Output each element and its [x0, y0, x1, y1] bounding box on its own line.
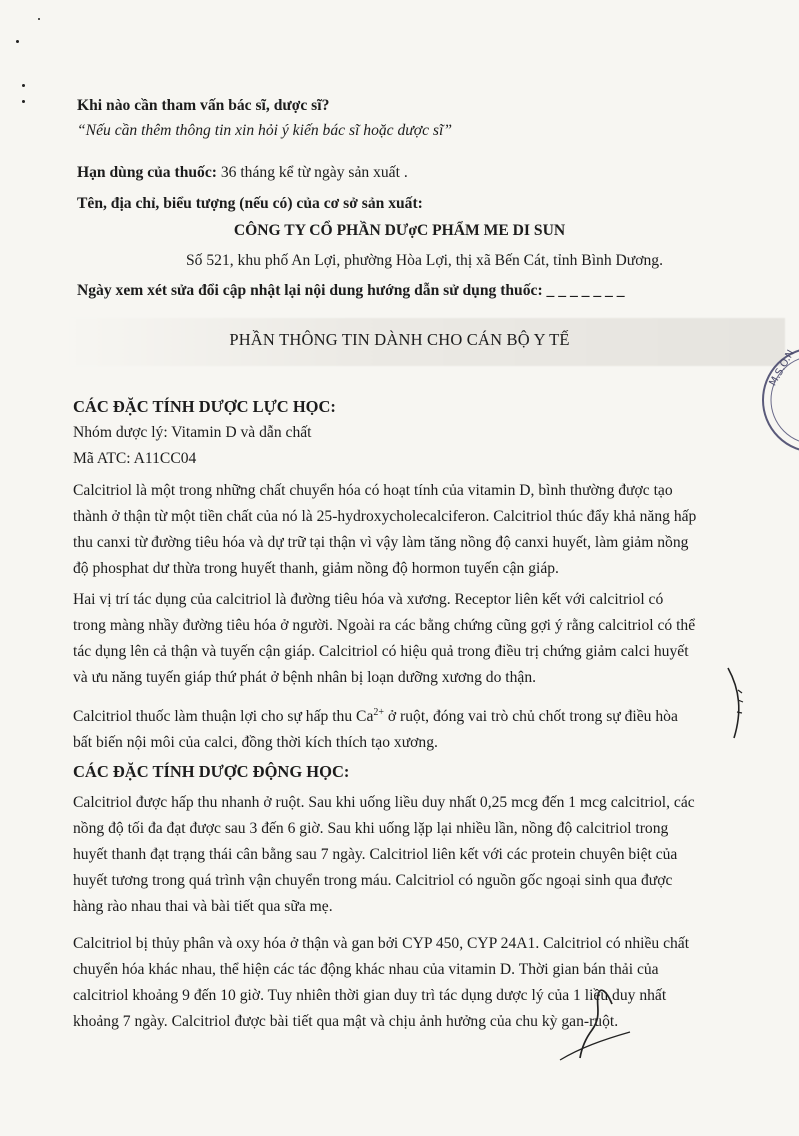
pharmacokinetics-paragraph-2: [73, 931, 723, 1035]
text-fragment: ở ruột, đóng vai trò chủ chốt trong sự điều hòa: [384, 708, 678, 726]
text-line: huyết thanh đạt trạng thái cân bằng sau 7 ngày. Calcitriol liên kết với các protein chuyên biệt của: [73, 846, 678, 863]
pharmacodynamics-paragraph-3: [73, 700, 723, 756]
review-date: [77, 282, 625, 300]
atc-code: Mã ATC: A11CC04: [73, 450, 197, 467]
svg-text:M.S.O.N: M.S.O.N: [767, 348, 797, 388]
text-line: thu canxi từ đường tiêu hóa và dự trữ tại thận vì vậy làm tăng nồng độ canxi huyết, làm giảm nồng: [73, 534, 689, 551]
pharmacodynamics-paragraph-1: [73, 478, 723, 582]
text-line: tác dụng lên cả thận và tuyến cận giáp. Calcitriol có hiệu quả trong điều trị chứng giảm calci huyết: [73, 643, 689, 660]
text-line: Calcitriol là một trong những chất chuyển hóa có hoạt tính của vitamin D, bình thường được tạo: [73, 482, 673, 499]
section-banner-title: PHẦN THÔNG TIN DÀNH CHO CÁN BỘ Y TẾ: [229, 330, 570, 349]
text-line: khoảng 7 ngày. Calcitriol được bài tiết qua mật và chịu ảnh hưởng của chu kỳ gan-ruột.: [73, 1013, 619, 1030]
pharmacodynamics-heading: CÁC ĐẶC TÍNH DƯỢC LỰC HỌC:: [73, 397, 336, 416]
consult-text: “Nếu cần thêm thông tin xin hỏi ý kiến bác sĩ hoặc dược sĩ”: [77, 122, 452, 139]
pharmacodynamics-paragraph-2: [73, 587, 723, 691]
scan-speck: [16, 40, 19, 43]
text-line: bất biến nội môi của calci, đồng thời kích thích tạo xương.: [73, 734, 438, 752]
official-stamp: [760, 345, 799, 455]
manufacturer-label: Tên, địa chỉ, biểu tượng (nếu có) của cơ sở sản xuất:: [77, 195, 423, 212]
superscript: 2+: [373, 707, 385, 718]
text-line: độ phosphat dư thừa trong huyết thanh, giảm nồng độ hormon tuyến cận giáp.: [73, 560, 559, 577]
scan-speck: [22, 84, 25, 87]
text-line: thành ở thận từ một tiền chất của nó là 25-hydroxycholecalciferon. Calcitriol thúc đẩy khả năng hấp: [73, 508, 697, 525]
text-line: huyết tương trong quá trình vận chuyển trong máu. Calcitriol có nguồn gốc ngoại sinh qua được: [73, 872, 673, 889]
shelf-life-label: Hạn dùng của thuốc:: [77, 164, 217, 181]
pharmacology-group: Nhóm dược lý: Vitamin D và dẫn chất: [73, 424, 312, 441]
text-line: Calcitriol bị thủy phân và oxy hóa ở thận và gan bởi CYP 450, CYP 24A1. Calcitriol có nhiều chất: [73, 935, 690, 952]
pharmacokinetics-heading: CÁC ĐẶC TÍNH DƯỢC ĐỘNG HỌC:: [73, 762, 350, 781]
shelf-life: [77, 164, 408, 182]
scan-speck: [38, 18, 40, 20]
text-line: [73, 700, 723, 730]
shelf-life-value: 36 tháng kể từ ngày sản xuất .: [216, 164, 408, 181]
text-line: Hai vị trí tác dụng của calcitriol là đường tiêu hóa và xương. Receptor liên kết với calcitriol có: [73, 591, 664, 608]
text-line: Calcitriol được hấp thu nhanh ở ruột. Sau khi uống liều duy nhất 0,25 mcg đến 1 mcg calcitriol, các: [73, 794, 695, 811]
manufacturer-name: CÔNG TY CỔ PHẦN DƯợC PHẨM ME DI SUN: [233, 222, 566, 239]
text-line: nồng độ tối đa đạt được sau 3 đến 6 giờ. Sau khi uống lặp lại nhiều lần, nồng độ calcitriol trong: [73, 820, 669, 837]
text-fragment: Calcitriol thuốc làm thuận lợi cho sự hấp thu Ca: [73, 708, 374, 726]
consult-heading: Khi nào cần tham vấn bác sĩ, dược sĩ?: [77, 97, 330, 114]
review-date-value: _ _ _ _ _ _ _: [542, 282, 625, 299]
manufacturer-address: Số 521, khu phố An Lợi, phường Hòa Lợi, thị xã Bến Cát, tỉnh Bình Dương.: [186, 252, 663, 269]
text-line: calcitriol khoảng 9 đến 10 giờ. Tuy nhiên thời gian duy trì tác dụng dược lý của 1 liều duy nhất: [73, 987, 667, 1004]
pharmacokinetics-paragraph-1: [73, 790, 723, 920]
text-line: chuyển hóa khác nhau, thể hiện các tác động khác nhau của vitamin D. Thời gian bán thải của: [73, 961, 659, 978]
text-line: và ưu năng tuyến giáp thứ phát ở bệnh nhân bị loạn dưỡng xương do thận.: [73, 669, 537, 686]
review-date-label: Ngày xem xét sửa đổi cập nhật lại nội dung hướng dẫn sử dụng thuốc:: [77, 282, 543, 299]
scan-speck: [22, 100, 25, 103]
text-line: hàng rào nhau thai và bài tiết qua sữa mẹ.: [73, 898, 333, 915]
text-line: trong màng nhầy đường tiêu hóa ở người. Ngoài ra các bằng chứng cũng gợi ý rằng calcitriol có thể: [73, 617, 696, 634]
